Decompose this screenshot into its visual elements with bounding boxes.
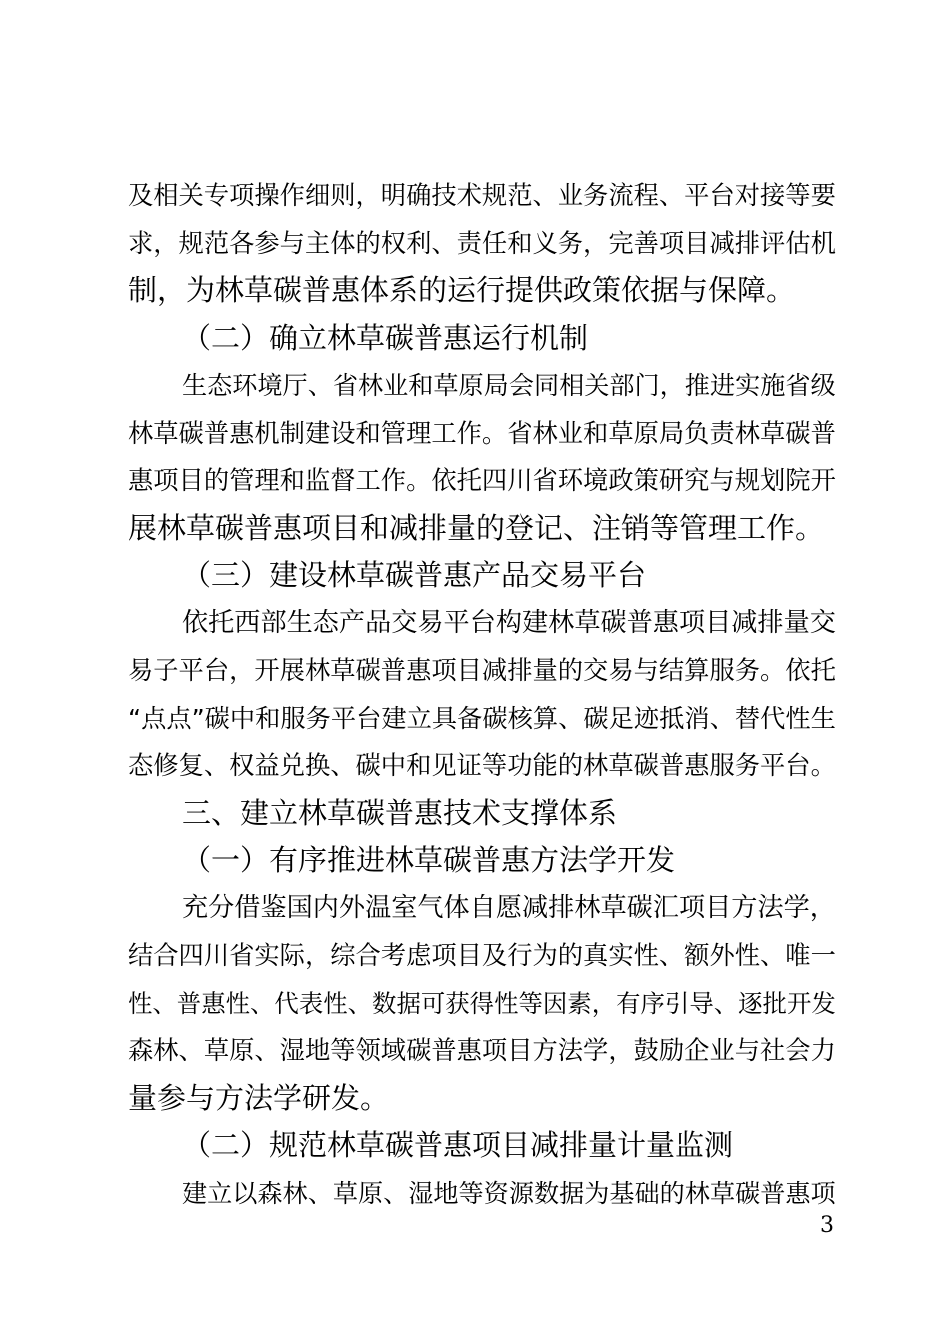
text-line: 依托西部生态产品交易平台构建林草碳普惠项目减排量交 <box>182 607 836 638</box>
text-line: 态修复、权益兑换、碳中和见证等功能的林草碳普惠服务平台。 <box>128 751 836 780</box>
text-line: （一）有序推进林草碳普惠方法学开发 <box>182 843 676 877</box>
text-line: （二）规范林草碳普惠项目减排量计量监测 <box>182 1128 734 1162</box>
document-body <box>128 172 836 1217</box>
text-line: 充分借鉴国内外温室气体自愿减排林草碳汇项目方法学， <box>182 892 836 923</box>
text-line: （二）确立林草碳普惠运行机制 <box>182 320 589 355</box>
text-line: 性、普惠性、代表性、数据可获得性等因素，有序引导、逐批开发 <box>128 988 836 1018</box>
text-line: 量参与方法学研发。 <box>128 1080 390 1115</box>
text-line: 求，规范各参与主体的权利、责任和义务，完善项目减排评估机 <box>128 228 836 258</box>
text-line: 展林草碳普惠项目和减排量的登记、注销等管理工作。 <box>128 510 825 545</box>
text-line: 制，为林草碳普惠体系的运行提供政策依据与保障。 <box>128 273 796 307</box>
text-line: （三）建设林草碳普惠产品交易平台 <box>182 558 647 592</box>
text-line: 惠项目的管理和监督工作。依托四川省环境政策研究与规划院开 <box>128 466 836 495</box>
text-line: 易子平台，开展林草碳普惠项目减排量的交易与结算服务。依托 <box>128 656 836 685</box>
text-line: 结合四川省实际，综合考虑项目及行为的真实性、额外性、唯一 <box>128 941 836 970</box>
text-line: 生态环境厅、省林业和草原局会同相关部门，推进实施省级 <box>182 371 836 400</box>
text-line: 建立以森林、草原、湿地等资源数据为基础的林草碳普惠项 <box>182 1178 836 1208</box>
text-line: 及相关专项操作细则，明确技术规范、业务流程、平台对接等要 <box>128 181 836 210</box>
text-line: 三、建立林草碳普惠技术支撑体系 <box>182 795 618 830</box>
text-line: “点点”碳中和服务平台建立具备碳核算、碳足迹抵消、替代性生 <box>128 703 836 733</box>
page-number: 3 <box>820 1213 834 1238</box>
text-line: 森林、草原、湿地等领域碳普惠项目方法学，鼓励企业与社会力 <box>128 1036 836 1065</box>
text-line: 林草碳普惠机制建设和管理工作。省林业和草原局负责林草碳普 <box>128 418 836 448</box>
